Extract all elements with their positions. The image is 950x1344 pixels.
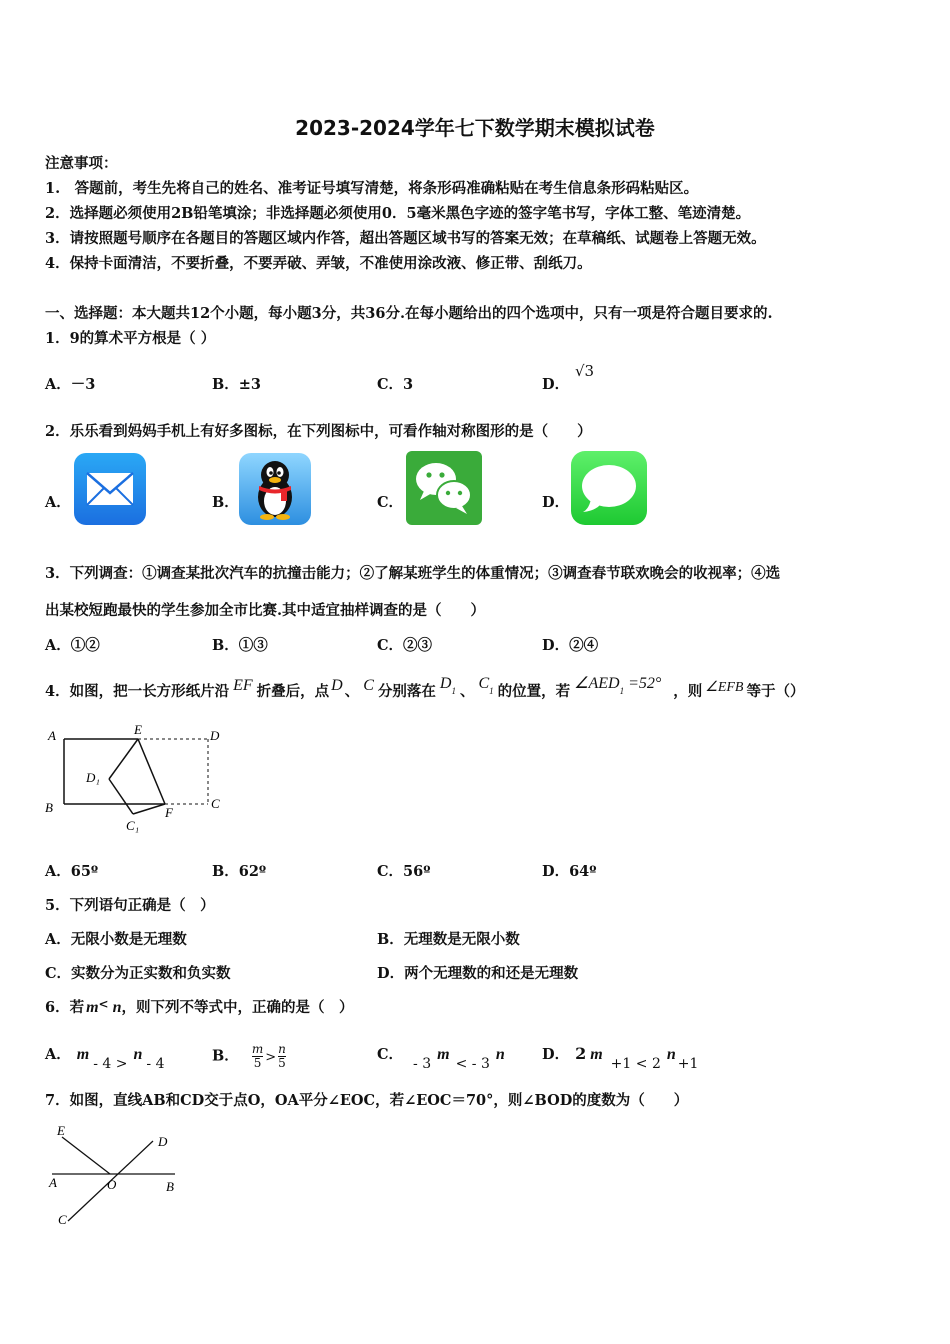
q4-label-d1: D₁ (86, 770, 100, 785)
q6-option-c[interactable]: C．- 3m< - 3n (377, 1046, 505, 1072)
messages-icon[interactable] (571, 451, 647, 525)
q4-option-b[interactable]: B．62º (212, 863, 267, 880)
mail-icon[interactable] (74, 453, 146, 525)
q4-stem: 4．如图，把一长方形纸片沿 EF 折叠后，点 D 、 C 分别落在 $D_1$ 、 $C_1$ 的位置，若 $\angle AED_1 =52^\circ$ ，则 ∠EFB 等于（） (45, 675, 805, 700)
q4-edge-ed1 (109, 739, 138, 779)
q7-label-c: C (58, 1212, 67, 1227)
q7-label-a: A (49, 1175, 57, 1190)
q7-ray-oe (62, 1137, 110, 1174)
q2-option-b-label[interactable]: B． (212, 494, 239, 511)
q2-stem: 2．乐乐看到妈妈手机上有好多图标，在下列图标中，可看作轴对称图形的是（ ） (45, 423, 592, 440)
wechat-icon[interactable] (406, 451, 482, 525)
q6-option-b[interactable]: B． $\frac{m}{5}$ > $\frac{n}{5}$ (212, 1042, 286, 1070)
q4-label-c1: C₁ (126, 818, 140, 833)
q2-option-d-label[interactable]: D． (542, 494, 570, 511)
notice-item-2: 2．选择题必须使用2B铅笔填涂；非选择题必须使用0．5毫米黑色字迹的签字笔书写，字体工整、笔迹清楚。 (45, 205, 751, 222)
q4-option-c[interactable]: C．56º (377, 863, 431, 880)
q7-figure (40, 1120, 200, 1235)
q4-edge-c1f-folded (133, 804, 165, 814)
q3-option-d[interactable]: D．②④ (542, 637, 599, 654)
q7-stem: 7．如图，直线AB和CD交于点O，OA平分∠EOC，若∠EOC＝70°，则∠BOD的度数为（ ） (45, 1092, 689, 1109)
q4-option-a[interactable]: A．65º (45, 863, 99, 880)
notice-heading: 注意事项： (45, 155, 118, 172)
q7-label-e: E (57, 1123, 65, 1138)
q3-stem-line2: 出某校短跑最快的学生参加全市比赛.其中适宜抽样调查的是（ ） (45, 602, 486, 619)
q4-label-b: B (45, 800, 53, 815)
q3-option-c[interactable]: C．②③ (377, 637, 433, 654)
q5-stem: 5．下列语句正确是（ ） (45, 897, 215, 914)
q4-figure (40, 720, 240, 835)
q6-b-fraction-m: $\frac{m}{5}$ (251, 1042, 264, 1070)
q1-option-d-label: D． (542, 376, 570, 393)
q4-option-d[interactable]: D．64º (542, 863, 597, 880)
q5-option-b[interactable]: B．无理数是无限小数 (377, 931, 520, 948)
q1-option-d[interactable] (542, 373, 569, 394)
q4-label-e: E (134, 722, 142, 737)
q1-stem: 1．9的算术平方根是（ ） (45, 330, 216, 347)
q7-label-o: O (107, 1177, 117, 1192)
notice-item-1: 1. 答题前，考生先将自己的姓名、准考证号填写清楚，将条形码准确粘贴在考生信息条形码粘贴区。 (45, 180, 699, 197)
q6-option-d[interactable]: D． 2 m+1 < 2n+1 (542, 1044, 699, 1072)
q4-fold-ef (138, 739, 165, 804)
q4-label-d: D (210, 728, 220, 743)
q1-option-c[interactable]: C．3 (377, 376, 414, 393)
q4-label-f: F (165, 805, 173, 820)
q1-sqrt3: √3 (575, 362, 595, 380)
q3-option-b[interactable]: B．①③ (212, 637, 268, 654)
q6-option-a[interactable]: A． m- 4 >n- 4 (45, 1046, 165, 1072)
q4-edge-d1c1 (109, 779, 133, 814)
q4-label-c: C (211, 796, 220, 811)
q1-option-b[interactable]: B．±3 (212, 376, 261, 393)
q3-option-a[interactable]: A．①② (45, 637, 100, 654)
notice-item-3: 3．请按照题号顺序在各题目的答题区域内作答，超出答题区域书写的答案无效；在草稿纸、试题卷上答题无效。 (45, 230, 766, 247)
q3-stem-line1: 3．下列调查：①调查某批次汽车的抗撞击能力；②了解某班学生的体重情况；③调查春节联欢晚会的收视率；④选 (45, 565, 781, 582)
q4-label-a: A (48, 728, 56, 743)
q5-option-a[interactable]: A．无限小数是无理数 (45, 931, 187, 948)
q2-option-c-label[interactable]: C． (377, 494, 404, 511)
q6-stem: 6．若 m< n，则下列不等式中，正确的是（ ） (45, 997, 354, 1016)
q5-option-d[interactable]: D．两个无理数的和还是无理数 (377, 965, 579, 982)
qq-penguin-icon[interactable] (239, 453, 311, 525)
section-heading: 一、选择题：本大题共12个小题，每小题3分，共36分.在每小题给出的四个选项中，只有一项是符合题目要求的. (45, 305, 773, 322)
q7-label-b: B (166, 1179, 174, 1194)
page-title: 2023-2024学年七下数学期末模拟试卷 (295, 116, 655, 140)
q2-option-a-label[interactable]: A． (45, 494, 71, 511)
q5-option-c[interactable]: C．实数分为正实数和负实数 (45, 965, 231, 982)
q7-label-d: D (158, 1134, 168, 1149)
notice-item-4: 4．保持卡面清洁，不要折叠，不要弄破、弄皱，不准使用涂改液、修正带、刮纸刀。 (45, 255, 592, 272)
q1-option-a[interactable]: A．－3 (45, 376, 96, 393)
q6-b-fraction-n: $\frac{n}{5}$ (278, 1042, 286, 1070)
